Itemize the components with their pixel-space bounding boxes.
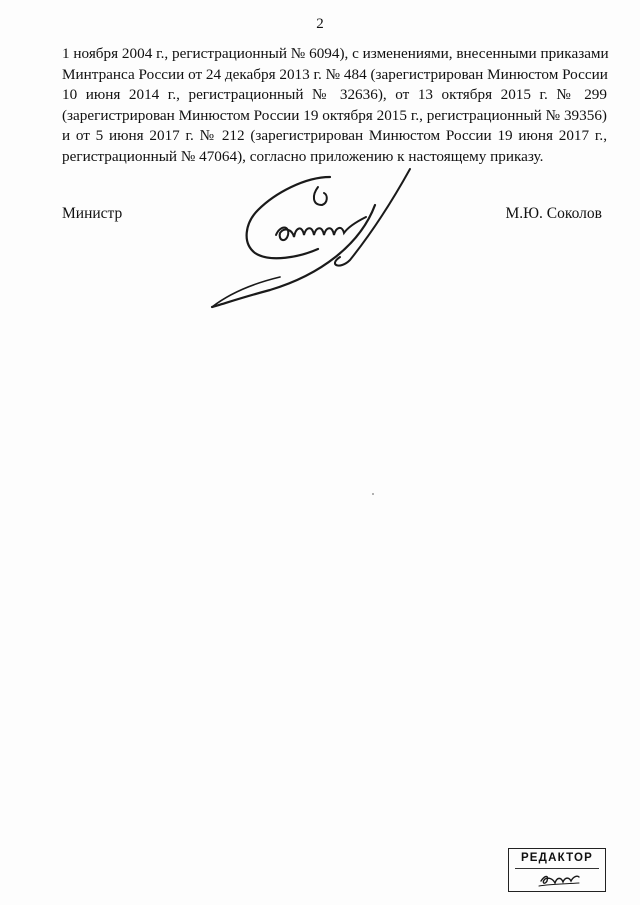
- paragraph-line: 1 ноября 2004 г., регистрационный № 6094), с изменениями, внесенными приказами: [62, 45, 609, 62]
- initials-icon: [537, 869, 581, 889]
- signer-name: М.Ю. Соколов: [505, 205, 602, 222]
- paragraph-line: регистрационный № 47064), согласно приложению к настоящему приказу.: [62, 147, 544, 165]
- paragraph-line: 10 июня 2014 г., регистрационный № 32636), от 13 октября 2015 г. № 299: [62, 86, 607, 104]
- stamp-label: РЕДАКТОР: [520, 852, 594, 864]
- editor-stamp: [508, 848, 606, 892]
- paragraph-line: и от 5 июня 2017 г. № 212 (зарегистрирован Минюстом России 19 июня 2017 г.,: [62, 127, 607, 145]
- signature-icon: [200, 165, 420, 315]
- scan-artifact: [372, 493, 374, 495]
- paragraph-line: (зарегистрирован Минюстом России 19 октября 2015 г., регистрационный № 39356): [62, 106, 607, 124]
- body-paragraph: [62, 44, 607, 168]
- page-number: 2: [316, 16, 324, 32]
- signer-title: Министр: [62, 205, 123, 222]
- paragraph-line: Минтранса России от 24 декабря 2013 г. № 484 (зарегистрирован Минюстом России: [62, 65, 608, 83]
